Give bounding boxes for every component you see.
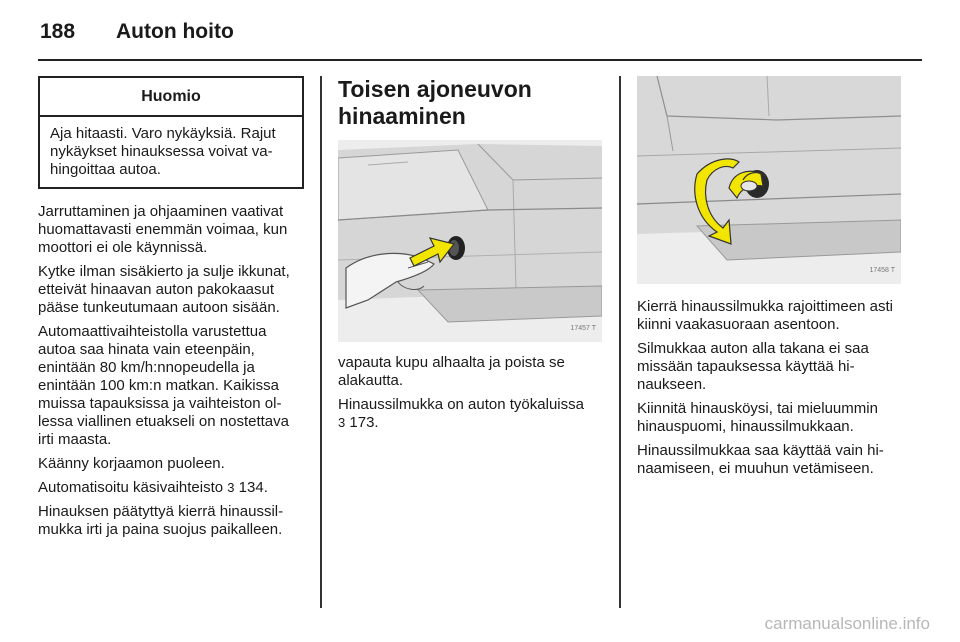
cross-reference-icon: 3 xyxy=(338,415,346,430)
paragraph: Hinauksen päätyttyä kierrä hinaussilmukka irti ja paina suojus paikalleen. xyxy=(38,503,284,538)
watermark: carmanualsonline.info xyxy=(764,614,930,633)
paragraph-with-reference xyxy=(338,396,606,432)
paragraph: Automaattivaihteistolla varustettua autoa saa hinata vain eteenpäin, enintään 80 km/h:nnopeudella ja enintään 100 km:n matkan. Kaikissa muissa tapauksissa ja vaihteiston ollessa viallinen etuakseli on nostettava irti maasta. xyxy=(38,323,289,448)
remove-cover-illustration xyxy=(338,140,602,342)
paragraph: Hinaussilmukkaa saa käyttää vain hinaamiseen, ei muuhun vetämiseen. xyxy=(637,442,884,477)
page-title: Auton hoito xyxy=(116,20,234,43)
paragraph: vapauta kupu alhaalta ja poista se alakautta. xyxy=(338,354,565,389)
middle-column xyxy=(338,76,606,438)
header-rule xyxy=(38,59,922,61)
screw-tow-eye-illustration xyxy=(637,76,901,284)
paragraph: Kierrä hinaussilmukka rajoittimeen asti kiinni vaakasuoraan asentoon. xyxy=(637,298,893,333)
figure-code: 17457 T xyxy=(570,325,596,332)
paragraph: Jarruttaminen ja ohjaaminen vaativat huomattavasti enemmän voimaa, kun moottori ei ole käynnissä. xyxy=(38,203,288,256)
note-title: Huomio xyxy=(40,78,302,117)
paragraph-text: Automatisoitu käsivaihteisto xyxy=(38,479,224,496)
right-column xyxy=(637,76,905,484)
column-divider-right xyxy=(619,76,621,608)
section-heading: Toisen ajoneuvon hinaaminen xyxy=(338,76,532,129)
paragraph: Silmukkaa auton alla takana ei saa missään tapauksessa käyttää hinaukseen. xyxy=(637,340,869,393)
paragraph: Kiinnitä hinausköysi, tai mieluummin hinauspuomi, hinaussilmukkaan. xyxy=(637,400,878,435)
page-number: 188 xyxy=(40,20,76,43)
paragraph-text: Hinaussilmukka on auton työkaluissa xyxy=(338,396,584,413)
figure-code: 17458 T xyxy=(869,267,895,274)
note-text: Aja hitaasti. Varo nykäyksiä. Rajut nykäykset hinauksessa voivat vahingoittaa autoa. xyxy=(50,125,276,178)
paragraph-with-reference xyxy=(38,479,306,497)
left-column xyxy=(38,76,306,545)
paragraph: Käänny korjaamon puoleen. xyxy=(38,455,225,472)
figure-remove-cover xyxy=(338,140,602,342)
cross-reference-icon: 3 xyxy=(227,480,235,495)
paragraph: Kytke ilman sisäkierto ja sulje ikkunat, etteivät hinaavan auton pakokaasut pääse tunkeutumaan autoon sisään. xyxy=(38,263,290,316)
page-reference-link[interactable]: 173. xyxy=(349,414,379,431)
figure-screw-tow-eye xyxy=(637,76,901,284)
note-box xyxy=(38,76,304,189)
column-divider-left xyxy=(320,76,322,608)
page-reference-link[interactable]: 134. xyxy=(238,479,268,496)
